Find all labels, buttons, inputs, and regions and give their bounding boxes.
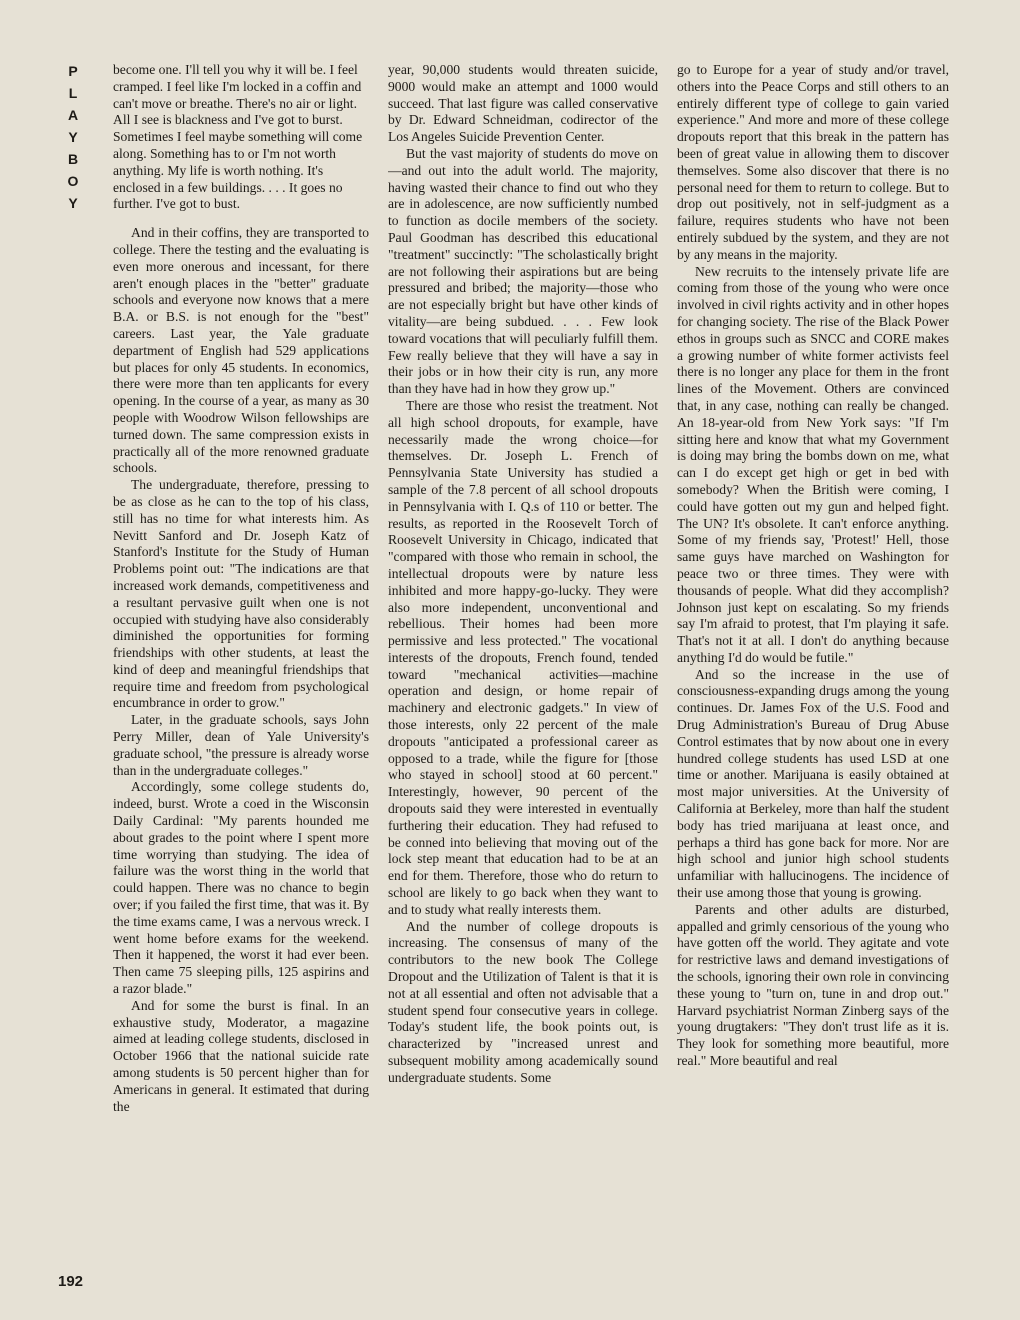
- paragraph: become one. I'll tell you why it will be. I feel cramped. I feel like I'm locked in a coffin and can't move or breathe. There's no air or light. All I see is blackness and I've got to burst. Sometimes I feel maybe something will come along. Something has to or I'm not worth anything. My life is worth nothing. It's enclosed in a few buildings. . . . It goes no further. I've got to bust.: [113, 62, 363, 212]
- masthead-letter: B: [67, 151, 79, 167]
- paragraph: And in their coffins, they are transported to college. There the testing and the evaluating is even more onerous and incessant, for there aren't enough places in the "better" graduate schools and everyone now knows that a mere B.A. or B.S. is not enough for the "best" careers. Last year, the Yale graduate department of English had 529 applications but places for only 45 students. In economics, there were more than ten applicants for every opening. In the course of a year, as many as 30 people with Woodrow Wilson fellowships are turned down. The same compression exists in practically all of the more renowned graduate schools.: [113, 225, 369, 476]
- paragraph: And the number of college dropouts is increasing. The consensus of many of the contributors to the new book The College Dropout and the Utilization of Talent is that it is not at all essential and often not advisable that a student spend four consecutive years in college. Today's student life, the book points out, is characterized by "increased unrest and subsequent mobility among academically sound undergraduate students. Some: [388, 918, 658, 1085]
- paragraph: New recruits to the intensely private life are coming from those of the young who were once involved in civil rights activity and in other hopes for changing society. The rise of the Black Power ethos in groups such as SNCC and CORE makes a growing number of white former activists feel there is no longer any place for them in the front lines of the Movement. Others are convinced that, in any case, nothing can really be changed. An 18-year-old from New York says: "If I'm sitting here and know that what my Government is doing may bring the bombs down on me, what can I do except get high or get in bed with somebody? When the British were coming, I could have gotten out my gun and helped fight. The UN? It's obsolete. It can't enforce anything. Some of my friends say, 'Protest!' Hell, those same guys have marched on Washington for peace two or three times. They were with thousands of people. What did they accomplish? Johnson just kept on escalating. So my friends say I'm afraid to protest, that I'm playing it safe. That's not it at all. I don't do anything because anything I'd do would be futile.": [677, 263, 949, 665]
- masthead-letter: Y: [68, 195, 78, 211]
- paragraph: Accordingly, some college students do, indeed, burst. Wrote a coed in the Wisconsin Daily Cardinal: "My parents hounded me about grades to the point where I spent more time worrying than studying. The idea of failure was the worst thing in the world that could happen. There was no chance to begin over; if you failed the first time, that was it. By the time exams came, I was a nervous wreck. I went home before exams for the weekend. Then it happened, the worst it had ever been. Then came 75 sleeping pills, 125 aspirins and a razor blade.": [113, 779, 369, 997]
- paragraph: The undergraduate, therefore, pressing to be as close as he can to the top of his class, still has no time for what interests him. As Nevitt Sanford and Dr. Joseph Katz of Stanford's Institute for the Study of Human Problems point out: "The indications are that increased work demands, competitiveness and a resultant pervasive guilt when one is not occupied with studying have also considerably diminished the opportunities for forming friendships with other students, at least the kind of deep and meaningful friendships that require time and freedom from psychological encumbrance in order to grow.": [113, 477, 369, 711]
- block-quote: [113, 62, 369, 213]
- masthead-letter: L: [68, 85, 78, 101]
- page-number: 192: [58, 1273, 84, 1290]
- paragraph: There are those who resist the treatment. Not all high school dropouts, for example, have necessarily made the wrong choice—for themselves. Dr. Joseph L. French of Pennsylvania State University has studied a sample of the 7.8 percent of all school dropouts in Pennsylvania with I. Q.s of 110 or better. The results, as reported in the Roosevelt Torch of Roosevelt University in Chicago, indicated that "compared with those who remain in school, the intellectual dropouts were by nature less inhibited and more happy-go-lucky. They were also more independent, unconventional and rebellious. Their homes had been more permissive and less protected." The vocational interests of the dropouts, French found, tended toward "mechanical activities—machine operation and design, or home repair of machinery and electronic gadgets." In view of those interests, only 22 percent of the male dropouts "anticipated a professional career as opposed to a trade, while the figure for [those who stayed in school] stood at 60 percent." Interestingly, however, 90 percent of the dropouts said they were interested in eventually furthering their education. They had refused to be conned into believing that moving out of the lock step meant that education had to be at an end for them. Therefore, those who do return to school are likely to go back when they want to and to study what really interests them.: [388, 397, 658, 917]
- column-1: [113, 62, 369, 1302]
- masthead-letter: Y: [68, 129, 78, 145]
- paragraph: year, 90,000 students would threaten suicide, 9000 would make an attempt and 1000 would succeed. That last figure was called conservative by Dr. Edward Schneidman, codirector of the Los Angeles Suicide Prevention Center.: [388, 62, 658, 145]
- paragraph: And for some the burst is final. In an exhaustive study, Moderator, a magazine aimed at leading college students, disclosed in October 1966 that the national suicide rate among students is 50 percent higher than for Americans in general. It estimated that during the: [113, 997, 369, 1114]
- paragraph: go to Europe for a year of study and/or travel, others into the Peace Corps and still others to an entirely different type of college to gain varied experience." And more and more of these college dropouts report that this break in the pattern has been of great value in allowing them to discover themselves. Some also discover that there is no personal need for them to return to college. But to drop out positively, not in self-judgment as a failure, requires students who have not been entirely subdued by the system, and they are not by any means in the majority.: [677, 62, 949, 262]
- masthead-letter: O: [67, 173, 79, 189]
- paragraph: And so the increase in the use of consciousness-expanding drugs among the young continues. Dr. James Fox of the U.S. Food and Drug Administration's Bureau of Drug Abuse Control estimates that by now about one in every hundred college students has used LSD at one time or another. Marijuana is easily obtained at most major universities. At the University of California at Berkeley, more than half the student body has tried marijuana at least once, and perhaps a third has gone back for more. Nor are high school and junior high school students unfamiliar with hallucinogens. The incidence of their use among those that young is growing.: [677, 666, 949, 901]
- column-3: [677, 62, 949, 1302]
- masthead-letter: P: [68, 63, 78, 79]
- masthead-vertical: [60, 60, 86, 214]
- paragraph: Later, in the graduate schools, says John Perry Miller, dean of Yale University's graduate school, "the pressure is already worse than in the undergraduate colleges.": [113, 712, 369, 778]
- paragraph: Parents and other adults are disturbed, appalled and grimly censorious of the young who have gotten off the world. They agitate and vote for restrictive laws and demand investigations of the schools, ignoring their own role in convincing these young to "turn on, tune in and drop out." Harvard psychiatrist Norman Zinberg says of the young drugtakers: "They don't trust life as it is. They look for something more beautiful, more real." More beautiful and real: [677, 901, 949, 1069]
- column-2: [388, 62, 658, 1302]
- paragraph: But the vast majority of students do move on—and out into the adult world. The majority, having wasted their chance to find out who they are in adolescence, are now sufficiently numbed to function as docile members of the society. Paul Goodman has described this educational "treatment" succinctly: "The scholastically bright are not following their aspirations but are being pressured and bribed; the majority—those who are not especially bright but have other kinds of vitality—are being subdued. . . . Few look toward vocations that will peculiarly fulfill them. Few really believe that they will have a say in their jobs or in how their city is run, any more than they have had in how they grow up.": [388, 145, 658, 397]
- masthead-letter: A: [67, 107, 79, 123]
